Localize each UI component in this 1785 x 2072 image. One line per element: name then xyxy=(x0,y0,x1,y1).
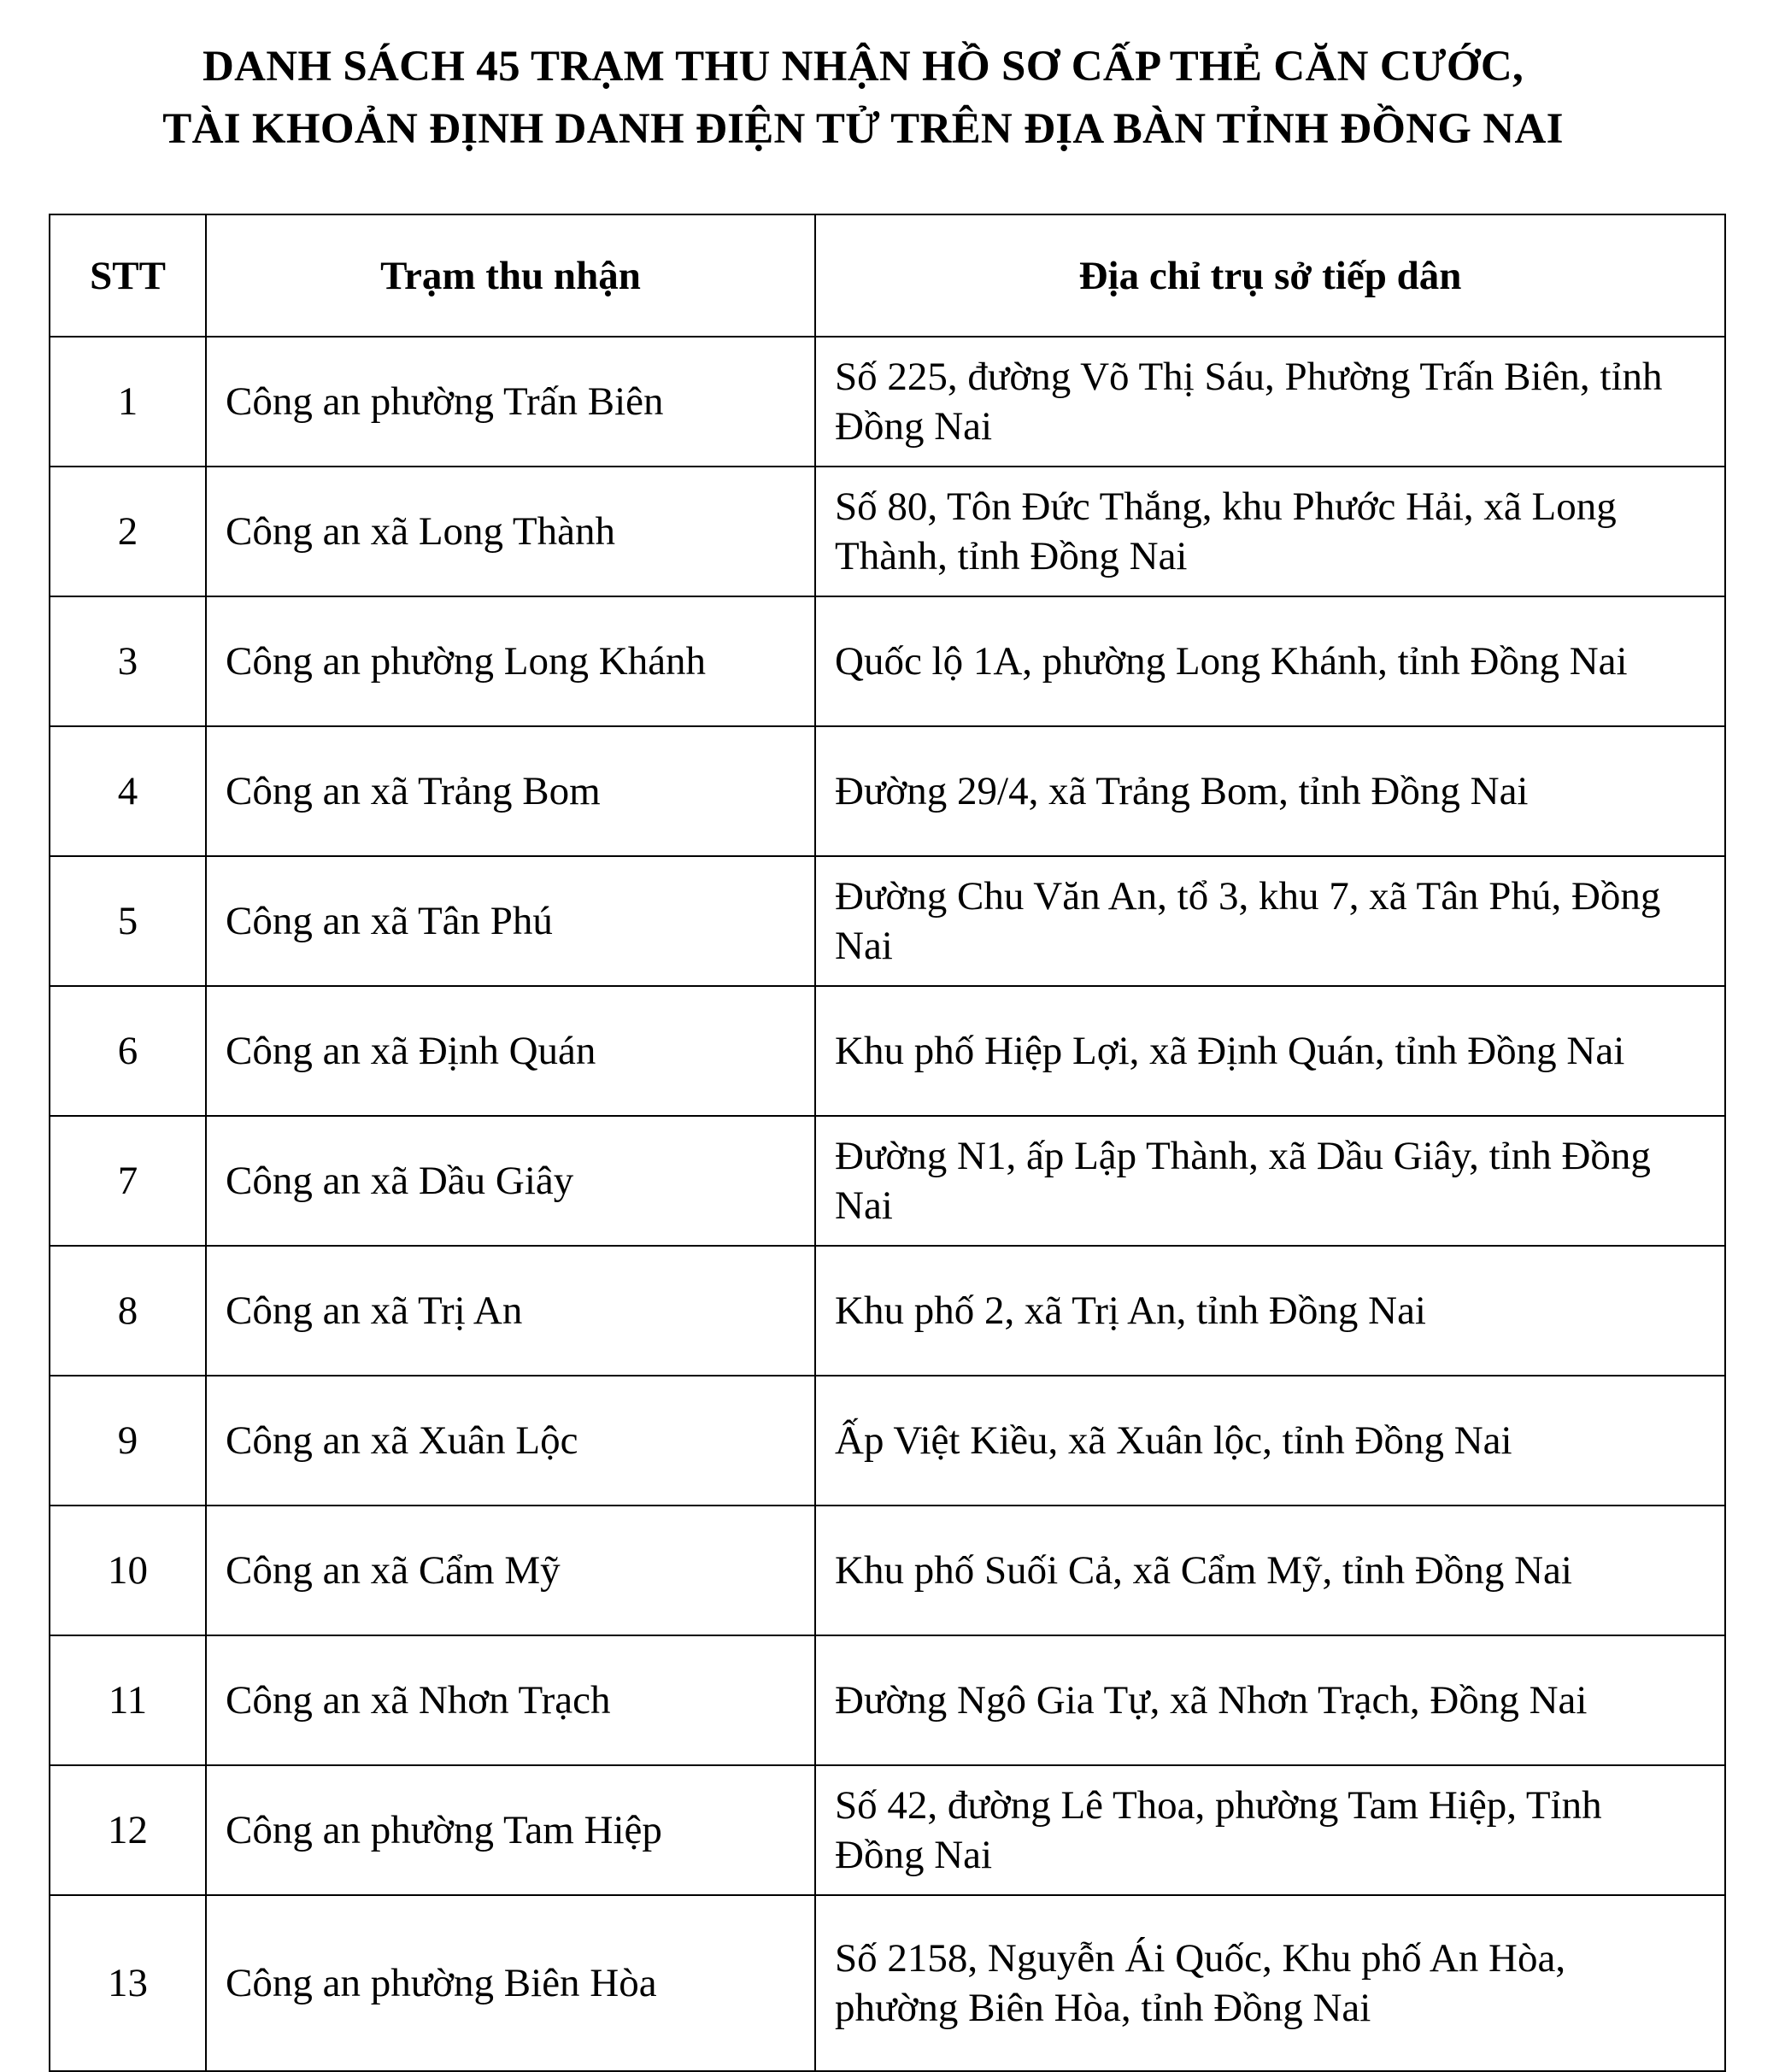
row-station: Công an xã Định Quán xyxy=(206,986,815,1116)
row-address: Khu phố Hiệp Lợi, xã Định Quán, tỉnh Đồng Nai xyxy=(815,986,1725,1116)
table-row xyxy=(50,1376,1725,1506)
row-stt: 10 xyxy=(50,1506,206,1635)
row-stt: 8 xyxy=(50,1246,206,1376)
row-stt: 4 xyxy=(50,726,206,856)
table-row xyxy=(50,467,1725,596)
row-station: Công an phường Long Khánh xyxy=(206,596,815,726)
row-address: Ấp Việt Kiều, xã Xuân lộc, tỉnh Đồng Nai xyxy=(815,1376,1725,1506)
row-station: Công an xã Nhơn Trạch xyxy=(206,1635,815,1765)
table-row xyxy=(50,1246,1725,1376)
row-address: Số 225, đường Võ Thị Sáu, Phường Trấn Biên, tỉnh Đồng Nai xyxy=(815,337,1725,467)
row-station: Công an xã Xuân Lộc xyxy=(206,1376,815,1506)
document-title xyxy=(0,36,1726,161)
row-station: Công an xã Trị An xyxy=(206,1246,815,1376)
table-row xyxy=(50,1895,1725,2071)
row-stt: 3 xyxy=(50,596,206,726)
row-station: Công an xã Cẩm Mỹ xyxy=(206,1506,815,1635)
table-row xyxy=(50,337,1725,467)
table-row xyxy=(50,1635,1725,1765)
row-station: Công an phường Trấn Biên xyxy=(206,337,815,467)
row-station: Công an phường Tam Hiệp xyxy=(206,1765,815,1895)
row-stt: 1 xyxy=(50,337,206,467)
row-address: Khu phố 2, xã Trị An, tỉnh Đồng Nai xyxy=(815,1246,1725,1376)
row-station: Công an phường Biên Hòa xyxy=(206,1895,815,2071)
row-stt: 2 xyxy=(50,467,206,596)
table-row xyxy=(50,596,1725,726)
row-address: Khu phố Suối Cả, xã Cẩm Mỹ, tỉnh Đồng Nai xyxy=(815,1506,1725,1635)
column-header-address: Địa chỉ trụ sở tiếp dân xyxy=(815,214,1725,337)
row-station: Công an xã Long Thành xyxy=(206,467,815,596)
row-address: Đường Chu Văn An, tổ 3, khu 7, xã Tân Phú, Đồng Nai xyxy=(815,856,1725,986)
row-station: Công an xã Dầu Giây xyxy=(206,1116,815,1246)
table-header-row xyxy=(50,214,1725,337)
table-row xyxy=(50,1116,1725,1246)
row-stt: 11 xyxy=(50,1635,206,1765)
row-stt: 5 xyxy=(50,856,206,986)
row-stt: 7 xyxy=(50,1116,206,1246)
row-stt: 6 xyxy=(50,986,206,1116)
row-address: Đường 29/4, xã Trảng Bom, tỉnh Đồng Nai xyxy=(815,726,1725,856)
column-header-station: Trạm thu nhận xyxy=(206,214,815,337)
document-title-line-1: DANH SÁCH 45 TRẠM THU NHẬN HỒ SƠ CẤP THẺ CĂN CƯỚC, xyxy=(202,43,1524,91)
row-station: Công an xã Tân Phú xyxy=(206,856,815,986)
row-address: Đường N1, ấp Lập Thành, xã Dầu Giây, tỉnh Đồng Nai xyxy=(815,1116,1725,1246)
row-stt: 9 xyxy=(50,1376,206,1506)
document-title-line-2: TÀI KHOẢN ĐỊNH DANH ĐIỆN TỬ TRÊN ĐỊA BÀN TỈNH ĐỒNG NAI xyxy=(162,105,1564,153)
table-row xyxy=(50,726,1725,856)
row-address: Số 42, đường Lê Thoa, phường Tam Hiệp, Tỉnh Đồng Nai xyxy=(815,1765,1725,1895)
stations-table xyxy=(49,214,1726,2072)
row-address: Quốc lộ 1A, phường Long Khánh, tỉnh Đồng Nai xyxy=(815,596,1725,726)
table-row xyxy=(50,856,1725,986)
row-address: Số 2158, Nguyễn Ái Quốc, Khu phố An Hòa, phường Biên Hòa, tỉnh Đồng Nai xyxy=(815,1895,1725,2071)
row-address: Đường Ngô Gia Tự, xã Nhơn Trạch, Đồng Nai xyxy=(815,1635,1725,1765)
table-row xyxy=(50,986,1725,1116)
row-address: Số 80, Tôn Đức Thắng, khu Phước Hải, xã Long Thành, tỉnh Đồng Nai xyxy=(815,467,1725,596)
row-stt: 12 xyxy=(50,1765,206,1895)
table-row xyxy=(50,1506,1725,1635)
table-row xyxy=(50,1765,1725,1895)
row-stt: 13 xyxy=(50,1895,206,2071)
row-station: Công an xã Trảng Bom xyxy=(206,726,815,856)
column-header-stt: STT xyxy=(50,214,206,337)
